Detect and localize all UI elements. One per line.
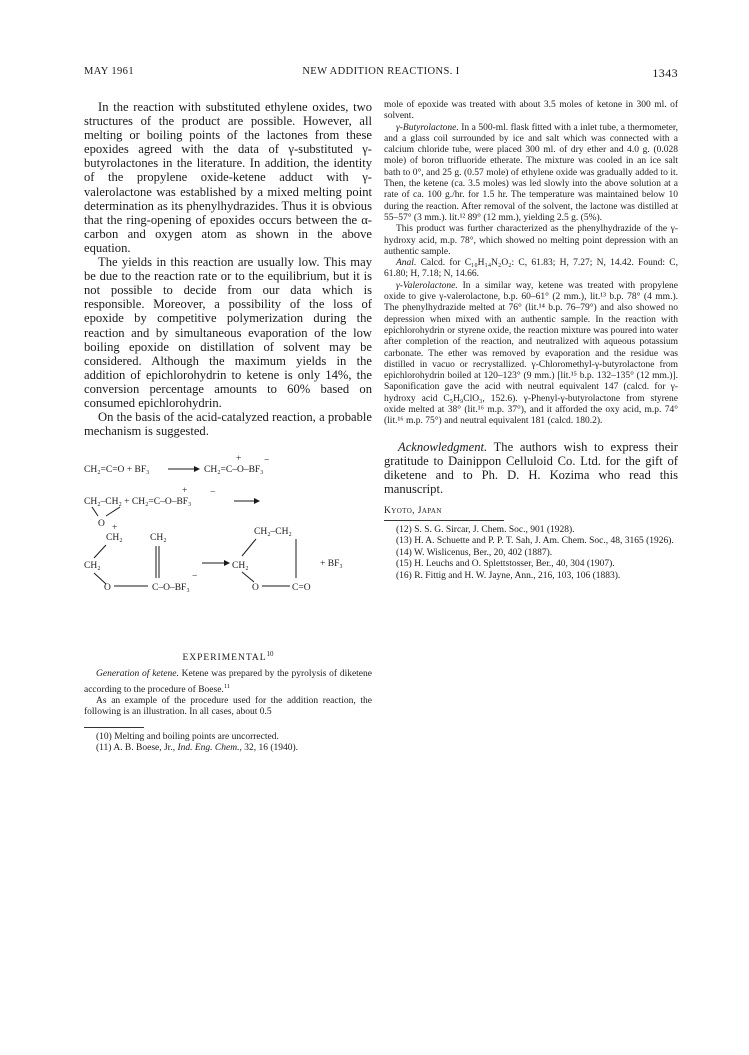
experimental-paragraph: mole of epoxide was treated with about 3.5 moles of ketone in 300 ml. of solvent.: [384, 100, 678, 122]
charge-plus: +: [236, 454, 242, 465]
experimental-paragraph: This product was further characterized as the phenylhydrazide of the γ-hydroxy acid, m.p. 78°, which showed no melting point depression with an authentic sample.: [384, 224, 678, 257]
epoxide-oxygen: O: [98, 519, 105, 530]
mechanism-drawing: [84, 450, 372, 636]
lactone-carbonyl: C=O: [292, 583, 311, 594]
paragraph-title: Anal.: [396, 258, 417, 269]
body-paragraph: On the basis of the acid-catalyzed reaction, a probable mechanism is suggested.: [84, 410, 372, 439]
charge-minus: −: [192, 572, 198, 583]
experimental-paragraph: Generation of ketene. Ketene was prepared by the pyrolysis of diketene according to the procedure of Boese.$^{11}$: [84, 669, 372, 695]
reference-12: (12) S. S. G. Sircar, J. Chem. Soc., 901 (1928).: [396, 524, 575, 535]
lactone-ring-top: CH₂–CH₂: [254, 527, 292, 538]
paragraph-title: γ-Butyrolactone.: [396, 122, 459, 133]
reaction-mechanism-scheme: [84, 450, 372, 636]
intermediate-ch2: CH₂: [106, 533, 123, 544]
experimental-paragraph: γ-Valerolactone. In a similar way, ketene was treated with propylene oxide to give γ-valerolactone, b.p. 60–61° (2 mm.), lit.¹³ b.p. 78° (4 mm.). The phenylhydrazide melted at 76° (lit.¹⁴ b.p. 76–79°) and also showed no depression when mixed with an authentic sample. In the reaction with epichlorohydrin or styrene oxide, the reaction mixture was poured into water after completion of the reaction, and neutralized with aqueous potassium carbonate. The ether was removed by evaporation and the residue was distilled in vacuo or recrystallized. γ-Chloromethyl-γ-butyrolactone from epichlorohydrin boiled at 120–123° (9 mm.) [lit.¹⁵ b.p. 132–135° (12 mm.)]. Saponification gave the acid with neutral equivalent 147 (calcd. for γ-hydroxy acid C₅H₉ClO₃, 152.6). γ-Phenyl-γ-butyrolactone from styrene oxide melted at 38° (lit.¹⁶ m.p. 37°), and it afforded the oxy acid, m.p. 74° (lit.¹⁶ m.p. 75°) and neutral equivalent 181 (calcd. 180.2).: [384, 280, 678, 427]
bond-line: [242, 539, 256, 556]
lactone-oxygen: O: [252, 583, 259, 594]
body-paragraph: The yields in this reaction are usually low. This may be due to the reaction rate or to the equilibrium, but it is not possible to decide from our data which is responsible. Moreover, a possibility of the loss of epoxide by competitive polymerization during the reaction and by simultaneous evaporation of the low boiling epoxide on distillation of solvent may be considered. Although the maximum yields in the addition of epichlorohydrin to ketene is only 14%, the conversion percentage amounts to 60% based on consumed epichlorohydrin.: [84, 255, 372, 410]
author-location: Kyoto, Japan: [384, 505, 442, 516]
experimental-paragraph: As an example of the procedure used for the addition reaction, the following is an illustration. In all cases, about 0.5: [84, 696, 372, 718]
regenerated-catalyst: + BF₃: [320, 559, 343, 570]
experimental-paragraph: γ-Butyrolactone. In a 500-ml. flask fitted with a inlet tube, a thermometer, and a glass coil surrounded by ice and salt which was connected with a calcium chloride tube, were placed 300 ml. of dry ether and 4.0 g. (0.028 mole) of boron trifluoride etherate. The mixture was cooled in an ice salt bath to 0°, and 25 g. (0.57 mole) of ethylene oxide was gradually added to it. Then, the ketene (ca. 3.5 moles) was led slowly into the above solution at a rate of ca. 100 g./hr. for 1.5 hr. The temperature was maintained below 10 during the reaction. After removal of the solvent, the lactone was distilled at 55–57° (3 mm.). lit.¹² 89° (12 mm.), yielding 2.5 g. (5%).: [384, 122, 678, 223]
arrow-head: [194, 466, 200, 472]
header-title: NEW ADDITION REACTIONS. I: [302, 66, 460, 77]
eq1-reactants: CH₂=C=O + BF₃: [84, 465, 150, 476]
bond-line: [106, 507, 120, 516]
paragraph-title: Acknowledgment.: [398, 439, 488, 454]
charge-minus: −: [264, 456, 270, 467]
footnote-10: (10) Melting and boiling points are uncorrected.: [96, 731, 279, 742]
charge-minus: −: [210, 488, 216, 499]
section-heading-experimental: EXPERIMENTAL$^{10}$: [182, 650, 274, 664]
footnote-11: (11) A. B. Boese, Jr., Ind. Eng. Chem., 32, 16 (1940).: [96, 743, 299, 754]
paragraph-title: γ-Valerolactone.: [396, 280, 458, 291]
header-date: MAY 1961: [84, 66, 134, 77]
bond-line: [92, 507, 98, 516]
body-paragraph: In the reaction with substituted ethylene oxides, two structures of the product are possible. However, all melting or boiling points of the lactones from these epoxides agreed with the data of γ-substituted γ-butyrolactones in the literature. In addition, the identity of the propylene oxide-ketene adduct with γ-valerolactone was established by a mixed melting point determination as its phenylhydrazides. Thus it is obvious that the ring-opening of epoxides occurs between the α-carbon and oxygen atom as shown in the above equation.: [84, 100, 372, 255]
reference-13: (13) H. A. Schuette and P. P. T. Sah, J. Am. Chem. Soc., 48, 3165 (1926).: [396, 536, 674, 547]
arrow-head: [224, 560, 230, 566]
eq1-product: CH₂=C–O–BF₃: [204, 465, 264, 476]
charge-plus: +: [112, 523, 118, 534]
paragraph-title: Generation of ketene.: [96, 669, 179, 680]
bond-line: [94, 545, 106, 558]
charge-plus: +: [182, 486, 188, 497]
acknowledgment-paragraph: Acknowledgment. The authors wish to express their gratitude to Dainippon Celluloid Co. Ltd. for the gift of diketene and to Ph. D. H. Kozima who read this manuscript.: [384, 439, 678, 496]
left-column: [84, 100, 372, 755]
eq2-reactants: CH₂–CH₂ + CH₂=C–O–BF₃: [84, 497, 192, 508]
reference-divider: [384, 520, 504, 521]
footnote-ref: 11: [223, 682, 231, 690]
reference-15: (15) H. Leuchs and O. Splettstosser, Ber., 40, 304 (1907).: [396, 559, 615, 570]
page-number: 1343: [652, 66, 678, 80]
running-header: [84, 66, 678, 82]
intermediate-ch2: CH₂: [84, 561, 101, 572]
arrow-head: [254, 498, 260, 504]
analysis-paragraph: Anal. Calcd. for C₁₀H₁₄N₂O₂: C, 61.83; H, 7.27; N, 14.42. Found: C, 61.80; H, 7.18; N, 14.66.: [384, 258, 678, 280]
intermediate-c-bf3: C–O–BF₃: [152, 583, 190, 594]
bond-line: [242, 572, 254, 582]
reference-14: (14) W. Wislicenus, Ber., 20, 402 (1887).: [396, 547, 553, 558]
reference-16: (16) R. Fittig and H. W. Jayne, Ann., 216, 103, 106 (1883).: [396, 570, 621, 581]
intermediate-oxygen: O: [104, 583, 111, 594]
footnote-divider: [84, 727, 144, 728]
footnote-ref: 10: [266, 650, 274, 659]
intermediate-ch2: CH₂: [150, 533, 167, 544]
right-column: [384, 100, 678, 582]
lactone-ch2: CH₂: [232, 561, 249, 572]
